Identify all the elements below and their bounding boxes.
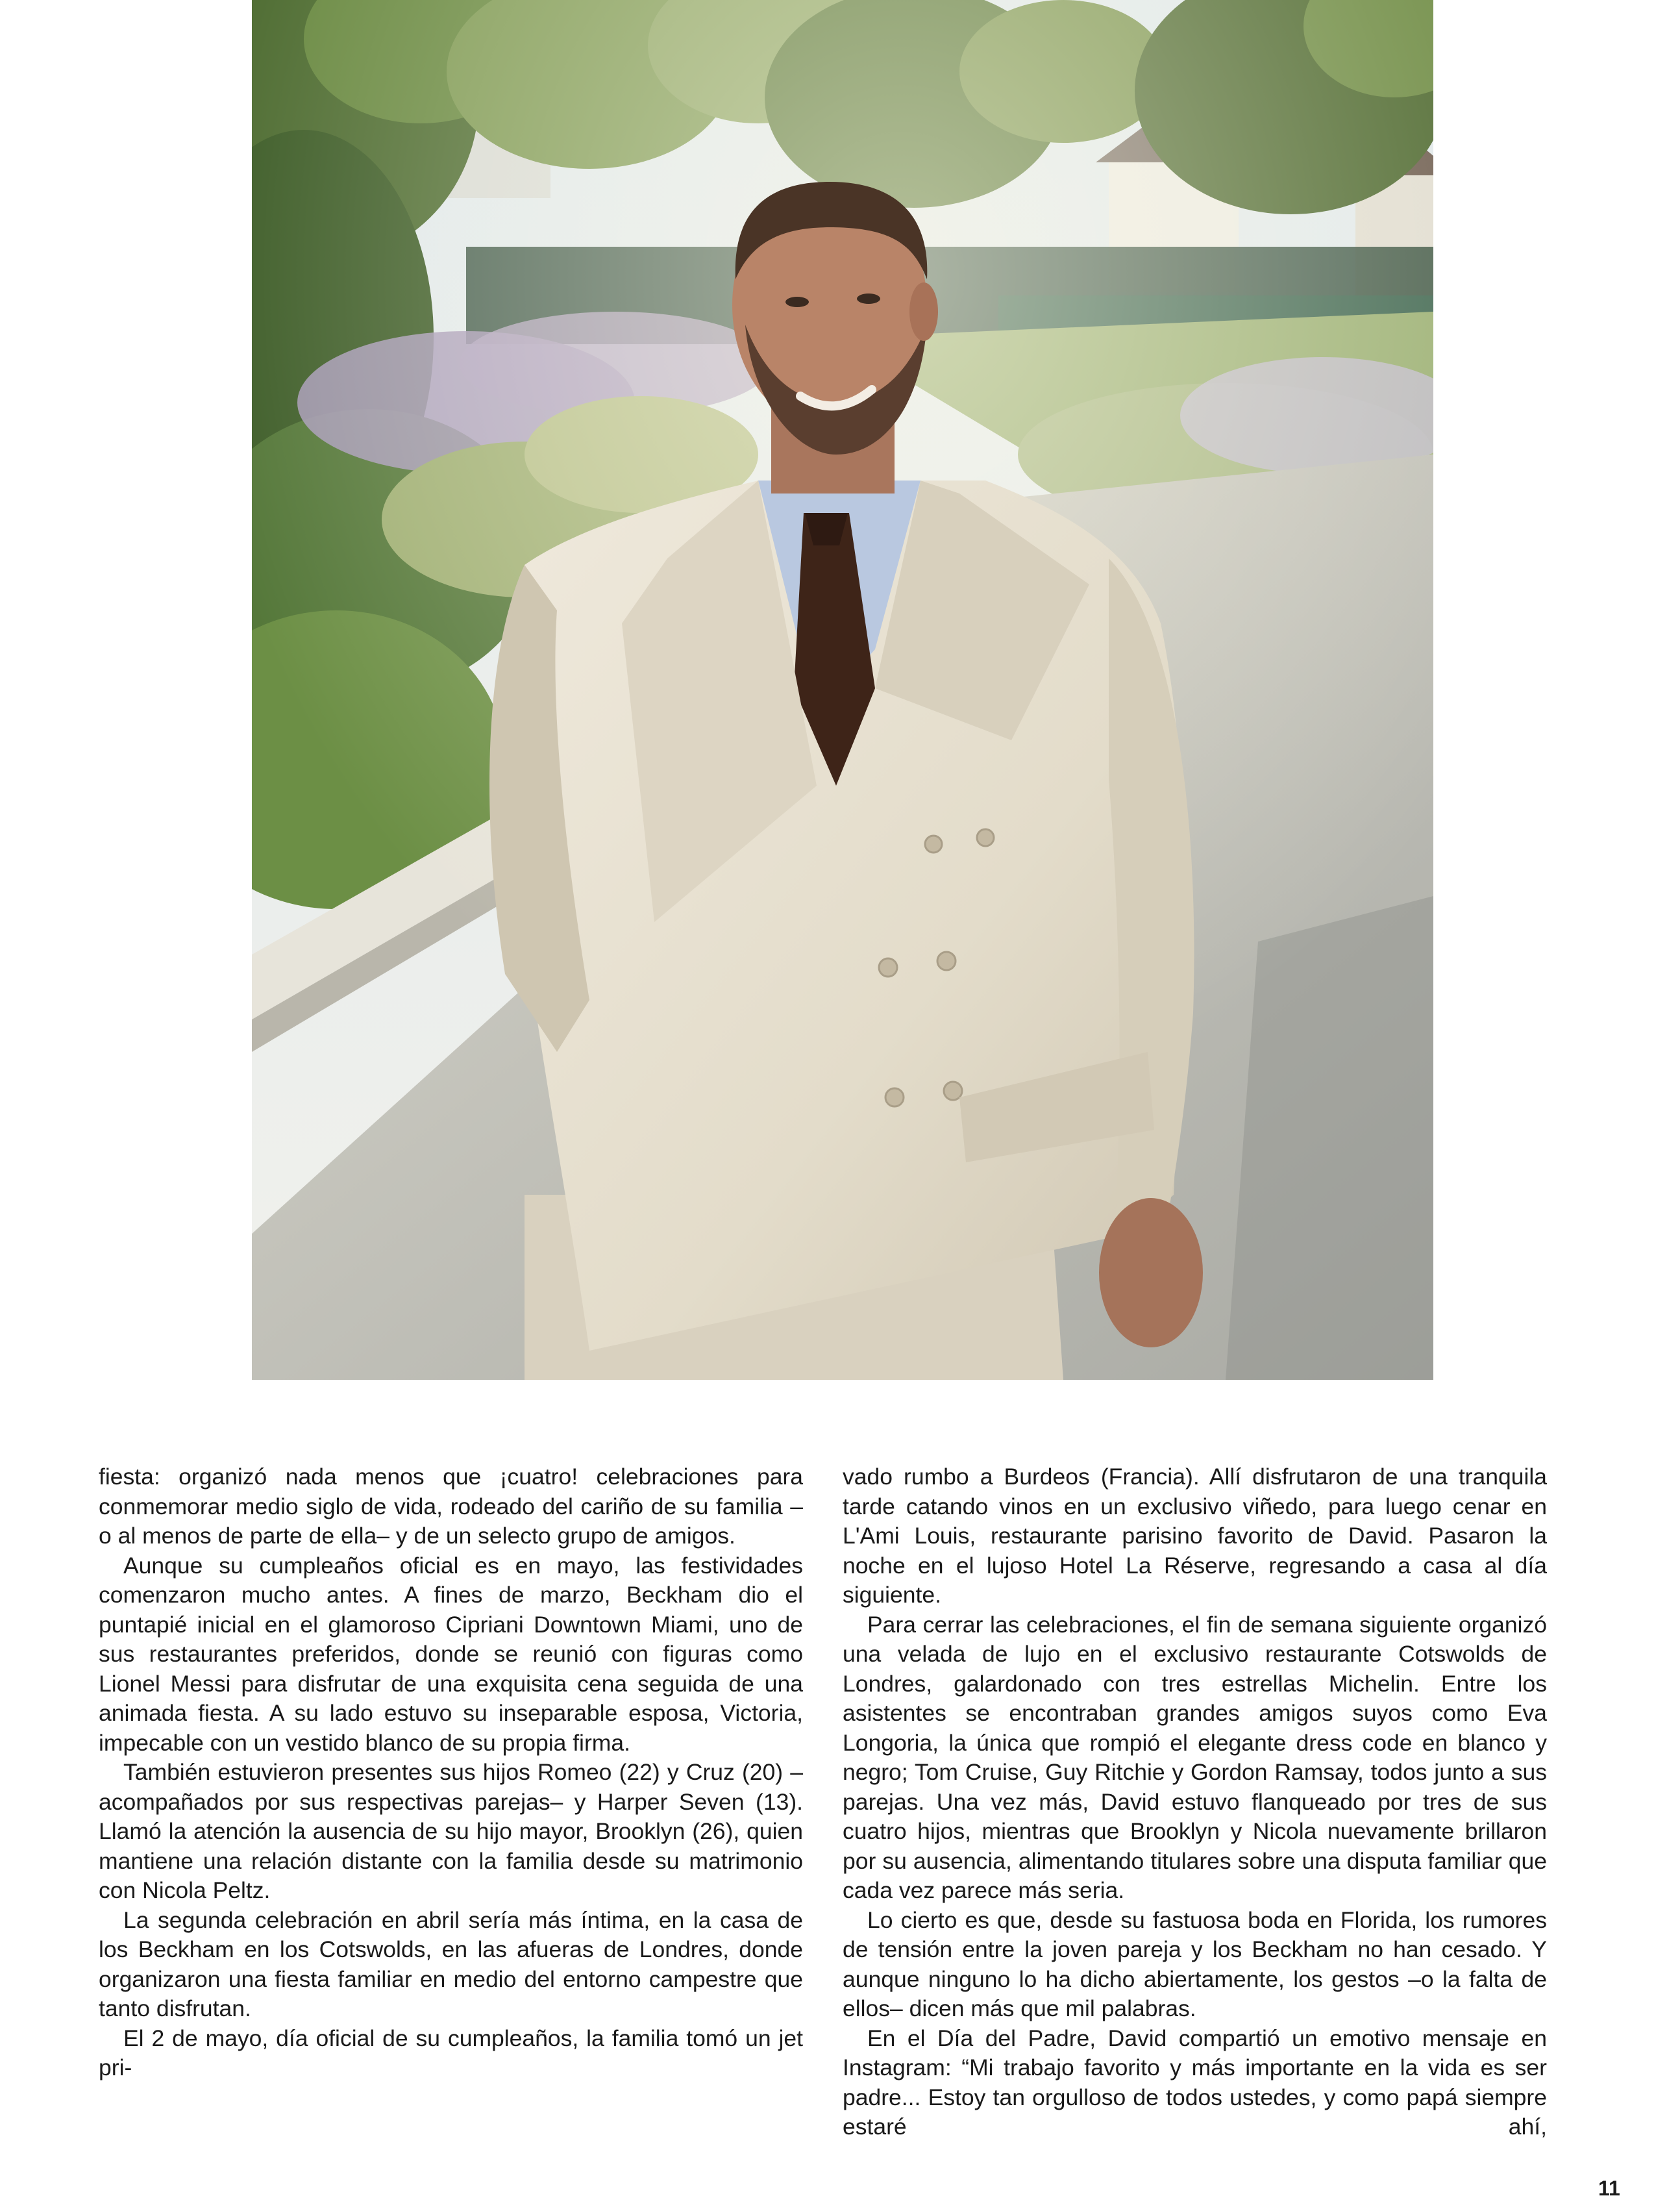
article-paragraph: Para cerrar las celebraciones, el fin de semana siguiente organizó una velada de lujo en el exclusivo restaurante Cotswolds de Londres, galardonado con tres estrellas Michelin. Entre los asistentes se encontraban grandes amigos suyos como Eva Longoria, la única que rompió el elegante dress code en blanco y negro; Tom Cruise, Guy Ritchie y Gordon Ramsay, todos junto a sus parejas. Una vez más, David estuvo flanqueado por tres de sus cuatro hijos, mientras que Brooklyn y Nicola nuevamente brillaron por su ausencia, alimentando titulares sobre una disputa familiar que cada vez parece más seria. xyxy=(843,1611,1547,1903)
article-paragraph: vado rumbo a Burdeos (Francia). Allí disfrutaron de una tranquila tarde catando vinos en un exclusivo viñedo, para luego cenar en L'Ami Louis, restaurante parisino favorito de David. Pasaron la noche en el lujoso Hotel La Réserve, regresando a casa al día siguiente. xyxy=(843,1464,1547,1608)
article-column-right xyxy=(843,1462,1547,2142)
page-number: 11 xyxy=(1598,2177,1620,2200)
article-paragraph: También estuvieron presentes sus hijos Romeo (22) y Cruz (20) –acompañados por sus respectivas parejas– y Harper Seven (13). Llamó la atención la ausencia de su hijo mayor, Brooklyn (26), quien mantiene una relación distante con la familia desde su matrimonio con Nicola Peltz. xyxy=(99,1759,803,1903)
article-paragraph: La segunda celebración en abril sería más íntima, en la casa de los Beckham en los Cotswolds, en las afueras de Londres, donde organizaron una fiesta familiar en medio del entorno campestre que tanto disfrutan. xyxy=(99,1906,803,2021)
article-column-left xyxy=(99,1462,803,2083)
article-paragraph: Lo cierto es que, desde su fastuosa boda en Florida, los rumores de tensión entre la joven pareja y los Beckham no han cesado. Y aunque ninguno lo ha dicho abiertamente, los gestos –o la falta de ellos– dicen más que mil palabras. xyxy=(843,1906,1547,2021)
article-paragraph: fiesta: organizó nada menos que ¡cuatro! celebraciones para conmemorar medio siglo de vida, rodeado del cariño de su familia –o al menos de parte de ella– y de un selecto grupo de amigos. xyxy=(99,1464,803,1549)
article-photo xyxy=(252,0,1433,1380)
article-paragraph: Aunque su cumpleaños oficial es en mayo, las festividades comenzaron mucho antes. A fines de marzo, Beckham dio el puntapié inicial en el glamoroso Cipriani Downtown Miami, uno de sus restaurantes preferidos, donde se reunió con figuras como Lionel Messi para disfrutar de una exquisita cena seguida de una animada fiesta. A su lado estuvo su inseparable esposa, Victoria, impecable con un vestido blanco de su propia firma. xyxy=(99,1552,803,1756)
article-paragraph: En el Día del Padre, David compartió un emotivo mensaje en Instagram: “Mi trabajo favorito y más importante en la vida es ser padre... Estoy tan orgulloso de todos ustedes, y como papá siempre estaré ahí, xyxy=(843,2025,1547,2140)
article-paragraph: El 2 de mayo, día oficial de su cumpleaños, la familia tomó un jet pri- xyxy=(99,2025,803,2080)
